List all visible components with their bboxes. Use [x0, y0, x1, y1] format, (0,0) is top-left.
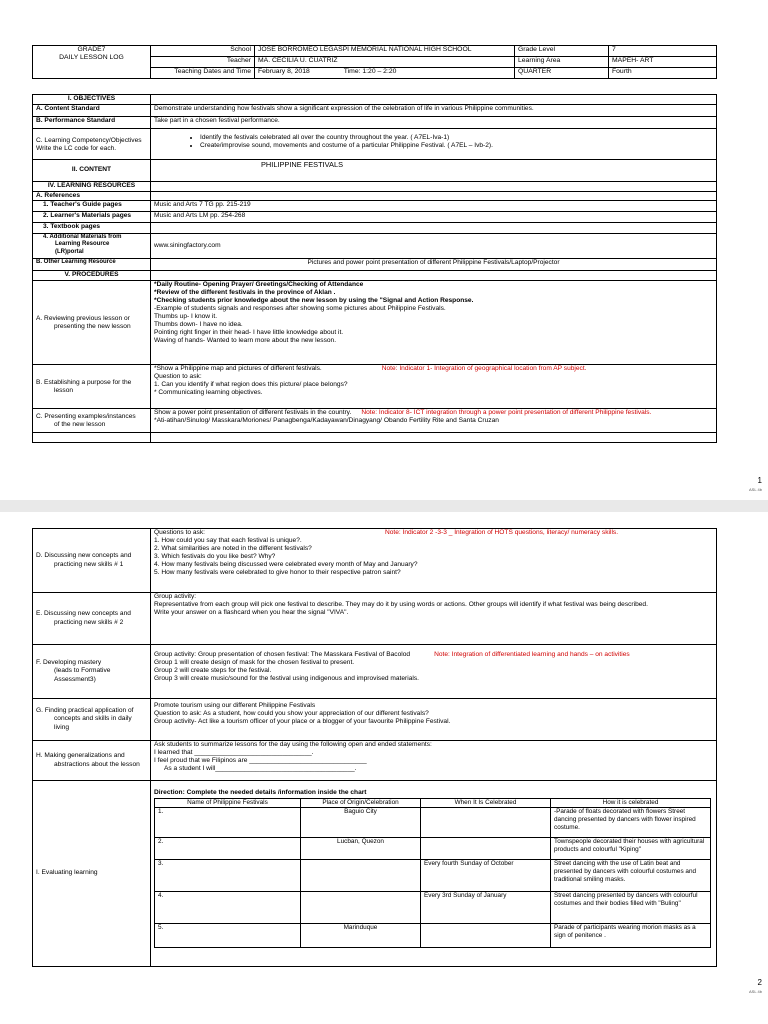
textbook-label: 3. Textbook pages [33, 223, 151, 234]
proc-i-label: I. Evaluating learning [33, 781, 151, 967]
proc-f-content: Group activity: Group presentation of chosen festival: The Masskara Festival of Bacolod Note: Integration of differentiated learning and hands – on activities Group 1 will create design of mask for the chosen festival to present. Group 2 will create steps for the festival. Group 3 will create music/sound for the festival using indigenous and improvised materials. [151, 645, 717, 699]
school-label: School [151, 46, 255, 57]
page-watermark: ASL 4b [749, 487, 762, 492]
competency-label [33, 129, 151, 160]
eval-header: Place of Origin/Celebration [301, 799, 421, 808]
content-label: II. CONTENT [33, 160, 151, 182]
indicator-note: Note: Indicator 1- Integration of geographical location from AP subject. [381, 365, 587, 373]
page-watermark: ASL 4b [749, 989, 762, 994]
content-standard-label: A. Content Standard [33, 105, 151, 117]
page-number: 1 [757, 476, 762, 485]
lesson-table-2 [32, 528, 717, 967]
competency-label-1: C. Learning Competency/Objectives [36, 137, 142, 144]
procedures-title: V. PROCEDURES [33, 271, 151, 281]
evaluation-table [154, 798, 711, 948]
eval-row: 4. Every 3rd Sunday of January Street dancing presented by dancers with colourful costumes and their bodies filled with "Buling" [155, 892, 711, 924]
competency-item: • Identify the festivals celebrated all over the country throughout the year. ( A7EL-Iva-1) [200, 134, 713, 142]
page-number: 2 [757, 978, 762, 987]
competency-list [151, 129, 717, 160]
teacher-value: MA. CECILIA U. CUATRIZ [255, 57, 515, 68]
indicator-note: Note: Indicator 8- ICT integration through a power point presentation of different Philippine festivals. [361, 409, 652, 417]
proc-h-label: H. Making generalizations and abstractions about the lesson [33, 741, 151, 781]
competency-label-2: Write the LC code for each. [36, 145, 117, 153]
eval-header: How it is celebrated [551, 799, 711, 808]
grade-cell [33, 46, 151, 79]
proc-d-content: Questions to ask: Note: Indicator 2 -3-3 _ Integration of HOTS questions, literacy/ numeracy skills. 1. How could you say that each festival is unique?. 2. What similarities are noted in the different festivals? 3. Which festivals do you like best? Why? 4. How many festivals being discussed were celebrated every month of May and January? 5. How many festivals were celebrated to give honor to their respective patron saint? [151, 529, 717, 593]
lesson-table-1 [32, 94, 717, 443]
proc-a-content: *Daily Routine- Opening Prayer/ Greetings/Checking of Attendance *Review of the different festivals in the province of Aklan . *Checking students prior knowledge about the new lesson by using the "Signal and Action Response. -Example of students signals and responses after showing some pictures about Philippine Festivals. Thumbs up- I know it. Thumbs down- I have no idea. Pointing right finger in their head- I have little knowledge about it. Waving of hands- Wanted to learn more about the new lesson. [151, 281, 717, 365]
lm-label: 2. Learner's Materials pages [33, 212, 151, 223]
page-1 [0, 0, 768, 500]
date-value: February 8, 2018 [258, 68, 310, 75]
proc-g-label: G. Finding practical application of concepts and skills in daily living [33, 699, 151, 741]
teacher-label: Teacher [151, 57, 255, 68]
dates-label: Teaching Dates and Time [151, 68, 255, 79]
proc-h-content: Ask students to summarize lessons for the day using the following open and ended statements: I learned that ________________________________. I feel proud that we Filipinos are ________________________________ As a student I will______________________________________. [151, 741, 717, 781]
resources-title: IV. LEARNING RESOURCES [33, 182, 151, 192]
page-separator [0, 500, 768, 512]
grade-level-label: Grade Level [515, 46, 609, 57]
performance-standard-label: B. Performance Standard [33, 117, 151, 129]
lr-portal-value: www.siningfactory.com [151, 234, 717, 259]
content-standard-value: Demonstrate understanding how festivals show a significant expression of the celebration of life in various Philippine communities. [151, 105, 717, 117]
indicator-note: Note: Integration of differentiated learning and hands – on activities [434, 651, 630, 658]
date-time-cell [255, 68, 515, 79]
grade-label: GRADE7 [77, 46, 106, 53]
proc-c-content: Show a power point presentation of different festivals in the country. Note: Indicator 8- ICT integration through a power point presentation of different Philippine festivals. *Ati-atihan/Sinulog/ Masskara/Moriones/ Panagbenga/Kadayawan/Dinagyang/ Obando Fertility Rite and Santa Cruzan [151, 409, 717, 433]
other-resource-value: Pictures and power point presentation of different Philippine Festivals/Laptop/Projector [151, 259, 717, 271]
eval-row: 3. Every fourth Sunday of October Street dancing with the use of Latin beat and presented by dancers with colourful costumes and traditional smiling masks. [155, 860, 711, 892]
eval-row: 1. Baguio City -Parade of floats decorated with flowers Street dancing presented by dancers with flower inspired costume. [155, 808, 711, 838]
quarter-label: QUARTER [515, 68, 609, 79]
proc-e-content: Group activity: Representative from each group will pick one festival to describe. They may do it by using words or actions. Other groups will identify if what festival was being described. Write your answer on a flashcard when you hear the signal "VIVA". [151, 593, 717, 645]
eval-row: 5. Marinduque Parade of participants wearing morion masks as a sign of penitence . [155, 924, 711, 948]
proc-g-content: Promote tourism using our different Philippine Festivals Question to ask: As a student, how could you show your appreciation of our different festivals? Group activity- Act like a tourism officer of your place or a blogger of your favourite Philippine Festival. [151, 699, 717, 741]
tg-label: 1. Teacher's Guide pages [33, 201, 151, 212]
proc-c-label: C. Presenting examples/instances of the new lesson [33, 409, 151, 433]
grade-level-value: 7 [609, 46, 717, 57]
objectives-title: I. OBJECTIVES [33, 95, 151, 105]
learning-area-label: Learning Area [515, 57, 609, 68]
eval-header: Name of Philippine Festivals [155, 799, 301, 808]
school-value: JOSE BORROMEO LEGASPI MEMORIAL NATIONAL HIGH SCHOOL [255, 46, 515, 57]
lm-value: Music and Arts LM pp. 254-268 [151, 212, 717, 223]
competency-item: • Create/improvise sound, movements and costume of a particular Philippine Festival. ( A7EL – Ivb-2). [200, 142, 713, 150]
proc-i-content [151, 781, 717, 967]
eval-row: 2. Lucban, Quezon Townspeople decorated their houses with agricultural products and colourful "Kiping" [155, 838, 711, 860]
proc-b-content: *Show a Philippine map and pictures of different festivals. Note: Indicator 1- Integration of geographical location from AP subject. Question to ask: 1. Can you identify if what region does this picture/ place belongs? * Communicating learning objectives. [151, 365, 717, 409]
proc-f-label: F. Developing mastery (leads to Formative Assessment3) [33, 645, 151, 699]
page-2 [0, 512, 768, 1012]
log-label: DAILY LESSON LOG [59, 54, 124, 62]
proc-d-label: D. Discussing new concepts and practicing new skills # 1 [33, 529, 151, 593]
references-label: A. References [33, 192, 151, 201]
content-value: PHILIPPINE FESTIVALS [151, 160, 717, 182]
proc-b-label: B. Establishing a purpose for the lesson [33, 365, 151, 409]
other-resource-label: B. Other Learning Resource [33, 259, 151, 271]
eval-header: When It Is Celebrated [421, 799, 551, 808]
lr-portal-label: 4. Additional Materials from Learning Resource (LR)portal [33, 234, 151, 259]
learning-area-value: MAPEH- ART [609, 57, 717, 68]
quarter-value: Fourth [609, 68, 717, 79]
time-value: Time: 1:20 – 2:20 [343, 68, 397, 75]
header-table [32, 45, 717, 79]
proc-e-label: E. Discussing new concepts and practicing new skills # 2 [33, 593, 151, 645]
performance-standard-value: Take part in a chosen festival performance. [151, 117, 717, 129]
proc-a-label: A. Reviewing previous lesson or presenting the new lesson [33, 281, 151, 365]
indicator-note: Note: Indicator 2 -3-3 _ Integration of HOTS questions, literacy/ numeracy skills. [384, 529, 619, 536]
eval-direction: Direction: Complete the needed details /information inside the chart [154, 789, 367, 796]
tg-value: Music and Arts 7 TG pp. 215-219 [151, 201, 717, 212]
